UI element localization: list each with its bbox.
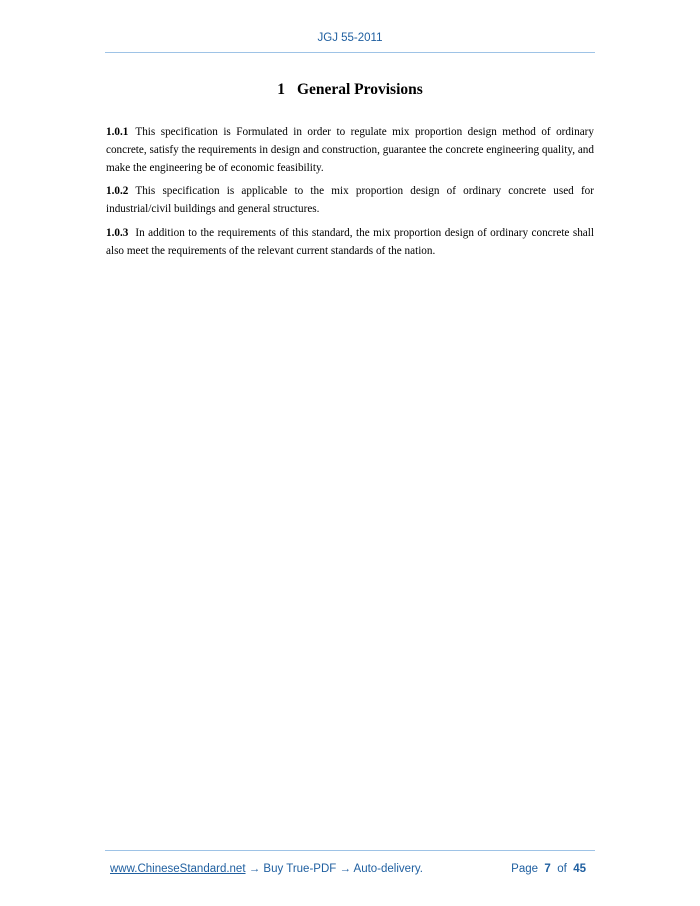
clause-number: 1.0.1 xyxy=(106,126,129,138)
page-indicator xyxy=(511,863,586,875)
clause-text: This specification is applicable to the mix proportion design of ordinary concrete used for industrial/civil buildings and general structures. xyxy=(106,185,594,216)
clause-text: In addition to the requirements of this standard, the mix proportion design of ordinary concrete shall also meet the requirements of the relevant current standards of the nation. xyxy=(106,226,594,257)
clause-number: 1.0.2 xyxy=(106,185,129,198)
page-label: Page xyxy=(511,863,539,875)
clause-number: 1.0.3 xyxy=(106,226,129,239)
chapter-number: 1 xyxy=(277,81,285,98)
page-total: 45 xyxy=(573,863,586,875)
header-divider xyxy=(105,52,595,53)
footer-divider xyxy=(105,850,595,851)
footer-promo-text: → Buy True-PDF → Auto-delivery. xyxy=(245,863,423,875)
clause-list xyxy=(106,124,594,267)
clause-1-0-3 xyxy=(106,225,594,261)
clause-1-0-1 xyxy=(106,124,594,177)
site-link[interactable]: www.ChineseStandard.net xyxy=(110,863,246,875)
page-of: of xyxy=(557,863,567,875)
clause-text: This specification is Formulated in order to regulate mix proportion design method of ordinary concrete, satisfy the requirements in design and construction, guarantee the concrete engineering quality, and make the engineering be of economic feasibility. xyxy=(106,126,594,174)
footer-promo xyxy=(110,863,423,875)
clause-1-0-2 xyxy=(106,183,594,219)
chapter-title xyxy=(0,81,700,99)
page-current: 7 xyxy=(544,863,551,875)
chapter-title-text: General Provisions xyxy=(296,81,423,98)
header-standard-code: JGJ 55-2011 xyxy=(317,32,383,44)
